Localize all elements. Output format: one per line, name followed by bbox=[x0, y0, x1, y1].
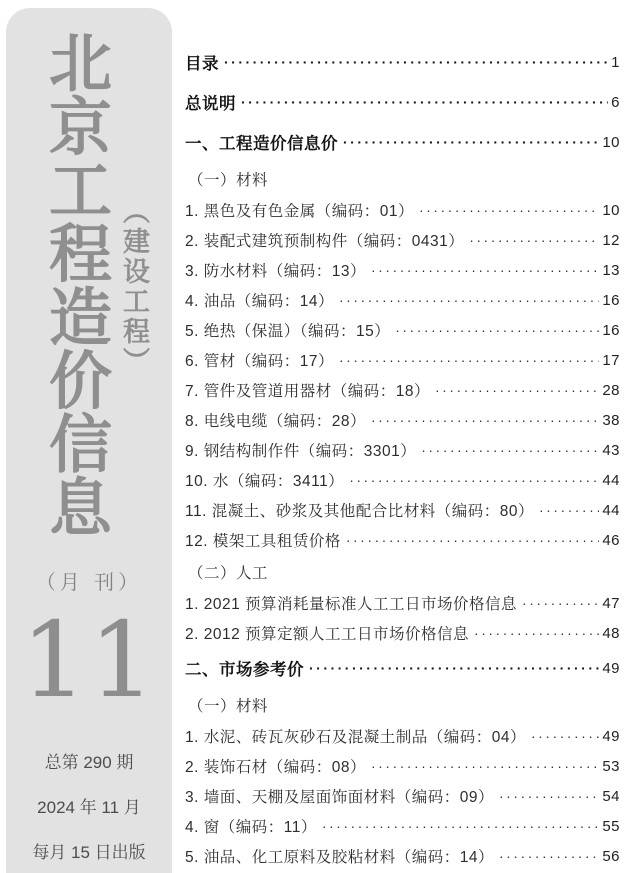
toc-entry-page: 44 bbox=[602, 471, 620, 489]
dot-leader bbox=[522, 595, 599, 611]
toc-entry bbox=[185, 162, 620, 195]
dot-leader bbox=[309, 660, 599, 676]
toc-entry-page: 56 bbox=[602, 847, 620, 865]
toc-entry bbox=[185, 345, 620, 375]
toc-entry-page: 54 bbox=[602, 787, 620, 805]
toc-entry bbox=[185, 555, 620, 588]
toc-entry-page: 12 bbox=[602, 231, 620, 249]
toc-entry-page: 49 bbox=[602, 659, 620, 677]
toc-entry bbox=[185, 315, 620, 345]
toc-entry-page: 38 bbox=[602, 411, 620, 429]
toc-entry-label: 3. 防水材料（编码：13） bbox=[185, 263, 366, 280]
toc-entry bbox=[185, 841, 620, 871]
toc-entry-page: 16 bbox=[602, 321, 620, 339]
toc-entry bbox=[185, 465, 620, 495]
toc-entry-label: 二、市场参考价 bbox=[185, 661, 304, 679]
toc-entry-label: 4. 窗（编码：11） bbox=[185, 819, 317, 836]
toc-entry-label: 9. 钢结构制作件（编码：3301） bbox=[185, 443, 417, 460]
toc-entry-label: （一）材料 bbox=[188, 171, 269, 189]
toc-list bbox=[185, 42, 620, 871]
toc-entry-page: 1 bbox=[611, 53, 620, 71]
toc-entry-page: 48 bbox=[602, 624, 620, 642]
toc-entry-page: 47 bbox=[602, 594, 620, 612]
toc-entry bbox=[185, 588, 620, 618]
toc-entry-label: 一、工程造价信息价 bbox=[185, 135, 338, 153]
toc-entry bbox=[185, 225, 620, 255]
toc-entry-page: 43 bbox=[602, 441, 620, 459]
dot-leader bbox=[339, 292, 599, 308]
issue-date-label: 2024 年 11 月 bbox=[37, 798, 141, 817]
toc-entry-page: 55 bbox=[602, 817, 620, 835]
toc-entry-label: 目录 bbox=[185, 55, 219, 73]
publication-series-vertical: （建设工程） bbox=[118, 197, 149, 377]
toc-entry bbox=[185, 195, 620, 225]
toc-entry bbox=[185, 122, 620, 162]
dot-leader bbox=[499, 788, 599, 804]
toc-entry-label: 7. 管件及管道用器材（编码：18） bbox=[185, 383, 430, 400]
toc-entry bbox=[185, 751, 620, 781]
dot-leader bbox=[371, 262, 599, 278]
toc-entry-label: （一）材料 bbox=[188, 697, 269, 715]
dot-leader bbox=[421, 442, 599, 458]
toc-entry-label: 11. 混凝土、砂浆及其他配合比材料（编码：80） bbox=[185, 503, 534, 520]
periodicity-label: （月 刊） bbox=[35, 570, 143, 594]
toc-entry-label: 12. 模架工具租赁价格 bbox=[185, 533, 341, 550]
toc-entry-label: 5. 油品、化工原料及胶粘材料（编码：14） bbox=[185, 849, 494, 866]
toc-entry-page: 16 bbox=[602, 291, 620, 309]
toc-entry bbox=[185, 648, 620, 688]
toc-entry-label: （二）人工 bbox=[188, 564, 269, 582]
dot-leader bbox=[499, 848, 599, 864]
toc-entry-label: 1. 水泥、砖瓦灰砂石及混凝土制品（编码：04） bbox=[185, 729, 526, 746]
toc-entry bbox=[185, 525, 620, 555]
toc-entry-label: 2. 装饰石材（编码：08） bbox=[185, 759, 366, 776]
toc-entry-label: 8. 电线电缆（编码：28） bbox=[185, 413, 366, 430]
dot-leader bbox=[469, 232, 599, 248]
dot-leader bbox=[343, 134, 599, 150]
toc-entry-page: 44 bbox=[602, 501, 620, 519]
toc-entry-label: 2. 2012 预算定额人工工日市场价格信息 bbox=[185, 626, 470, 643]
toc-entry-label: 6. 管材（编码：17） bbox=[185, 353, 334, 370]
issue-total-label: 总第 290 期 bbox=[44, 753, 134, 772]
dot-leader bbox=[371, 412, 599, 428]
toc-entry-label: 2. 装配式建筑预制构件（编码：0431） bbox=[185, 233, 465, 250]
toc-entry bbox=[185, 781, 620, 811]
dot-leader bbox=[395, 322, 599, 338]
toc-entry-page: 13 bbox=[602, 261, 620, 279]
toc-entry bbox=[185, 495, 620, 525]
publication-title-vertical: 北京工程造价信息 bbox=[39, 30, 113, 538]
toc-entry bbox=[185, 435, 620, 465]
toc-entry bbox=[185, 618, 620, 648]
dot-leader bbox=[371, 758, 599, 774]
toc-entry-label: 1. 黑色及有色金属（编码：01） bbox=[185, 203, 414, 220]
toc-entry bbox=[185, 375, 620, 405]
dot-leader bbox=[474, 625, 599, 641]
toc-entry bbox=[185, 42, 620, 82]
toc-entry-label: 3. 墙面、天棚及屋面饰面材料（编码：09） bbox=[185, 789, 494, 806]
toc-entry-page: 10 bbox=[602, 133, 620, 151]
dot-leader bbox=[435, 382, 599, 398]
toc-entry bbox=[185, 721, 620, 751]
toc-entry-page: 53 bbox=[602, 757, 620, 775]
toc-entry-label: 4. 油品（编码：14） bbox=[185, 293, 334, 310]
dot-leader bbox=[531, 728, 599, 744]
dot-leader bbox=[339, 352, 599, 368]
toc-entry-page: 17 bbox=[602, 351, 620, 369]
issue-number: 11 bbox=[20, 599, 158, 721]
dot-leader bbox=[224, 54, 608, 70]
sidebar-footer bbox=[6, 740, 172, 873]
publish-schedule-label: 每月 15 日出版 bbox=[32, 843, 146, 862]
toc-entry-label: 1. 2021 预算消耗量标准人工工日市场价格信息 bbox=[185, 596, 518, 613]
toc-entry-label: 5. 绝热（保温）（编码：15） bbox=[185, 323, 391, 340]
toc-entry bbox=[185, 255, 620, 285]
toc-entry-page: 28 bbox=[602, 381, 620, 399]
toc-entry-page: 49 bbox=[602, 727, 620, 745]
dot-leader bbox=[346, 532, 599, 548]
toc-entry-page: 6 bbox=[611, 93, 620, 111]
toc-entry bbox=[185, 285, 620, 315]
toc-entry bbox=[185, 688, 620, 721]
dot-leader bbox=[241, 94, 608, 110]
toc-entry bbox=[185, 811, 620, 841]
dot-leader bbox=[419, 202, 599, 218]
toc-entry bbox=[185, 405, 620, 435]
dot-leader bbox=[349, 472, 599, 488]
cover-sidebar bbox=[6, 8, 172, 873]
toc-entry-page: 10 bbox=[602, 201, 620, 219]
toc-entry-page: 46 bbox=[602, 531, 620, 549]
toc-entry bbox=[185, 82, 620, 122]
dot-leader bbox=[539, 502, 599, 518]
toc-entry-label: 总说明 bbox=[185, 95, 236, 113]
toc-entry-label: 10. 水（编码：3411） bbox=[185, 473, 345, 490]
dot-leader bbox=[322, 818, 599, 834]
